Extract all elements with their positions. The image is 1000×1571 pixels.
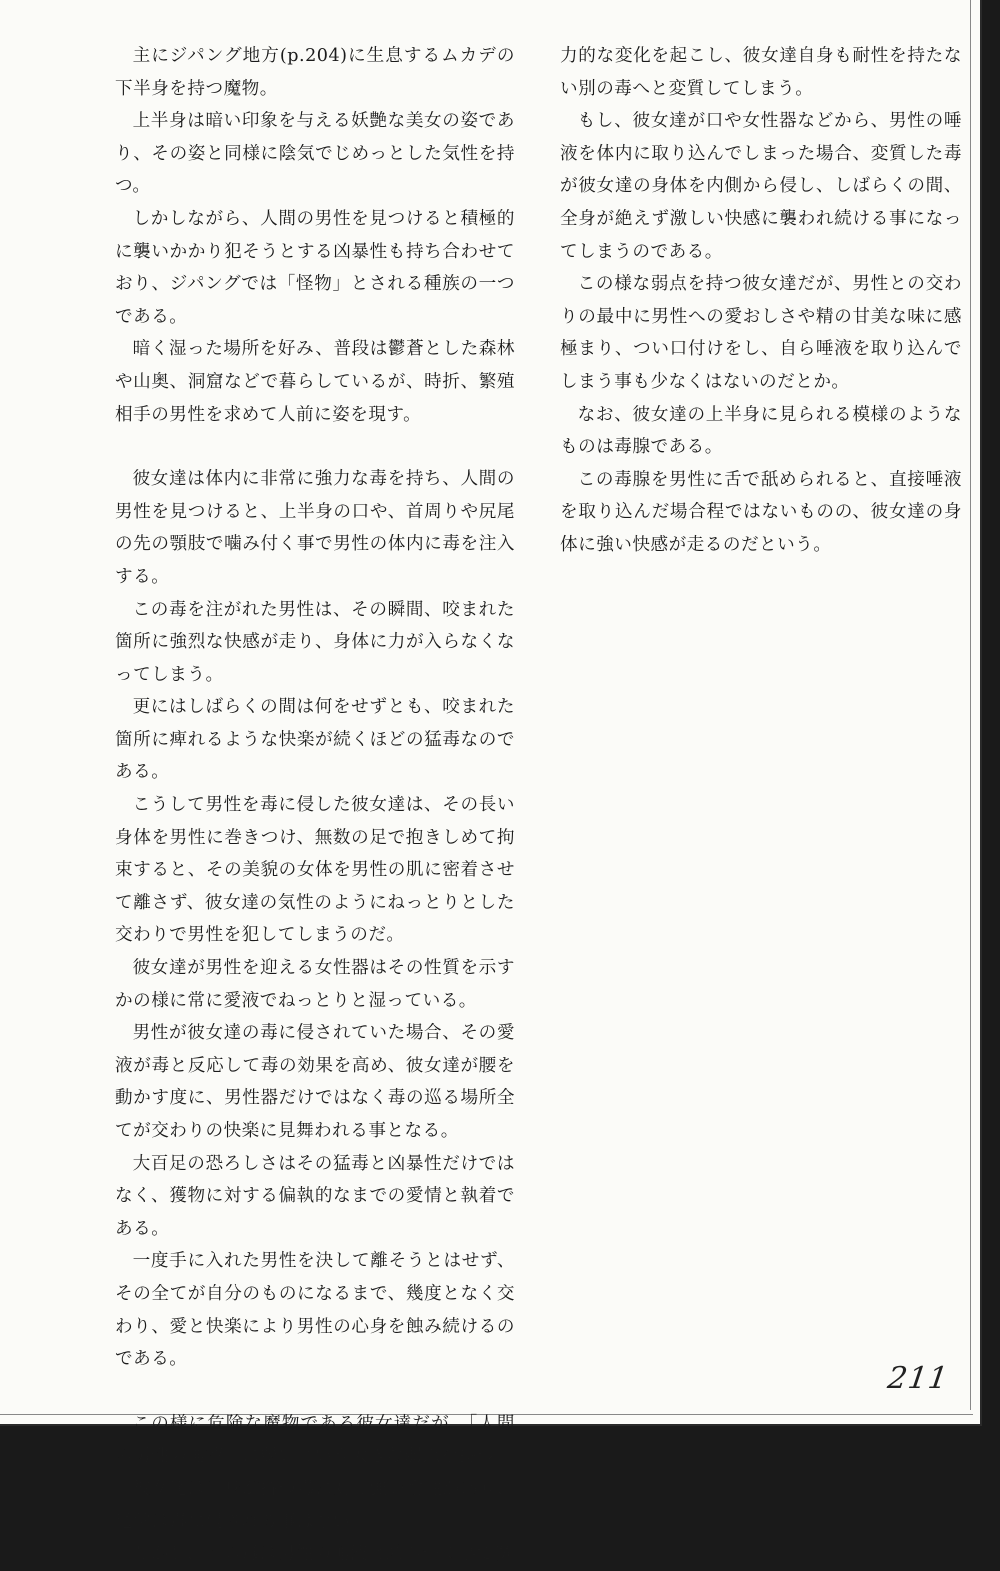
left-column (115, 40, 515, 1571)
right-column (560, 40, 962, 562)
paragraph: 彼女達は自身が持つ毒に対し強い耐性があり、通常は毒に侵される事はない。 (115, 1478, 515, 1532)
paragraph: 彼女達が男性を迎える女性器はその性質を示すかの様に常に愛液でねっとりと湿っている。 (115, 958, 515, 1011)
paragraph: 彼女達は体内に非常に強力な毒を持ち、人間の男性を見つけると、上半身の口や、首周りや尻尾の先の顎肢で噛み付く事で男性の体内に毒を注入する。 (115, 469, 515, 587)
frame-line-right (970, 0, 971, 1410)
paragraph: 上半身は暗い印象を与える妖艶な美女の姿であり、その姿と同様に陰気でじめっとした気性を持つ。 (115, 111, 515, 197)
paragraph: 暗く湿った場所を好み、普段は鬱蒼とした森林や山奥、洞窟などで暮らしているが、時折、繁殖相手の男性を求めて人前に姿を現す。 (115, 339, 515, 425)
page-number: 211 (885, 1361, 951, 1396)
paragraph: この様に危険な魔物である彼女達だが、「人間の男性の唾液」に弱いという大きな弱点を持つ。 (115, 1413, 515, 1467)
paragraph: 一度手に入れた男性を決して離そうとはせず、その全てが自分のものになるまで、幾度となく交わり、愛と快楽により男性の心身を蝕み続けるのである。 (115, 1251, 515, 1370)
paragraph: この毒腺を男性に舌で舐められると、直接唾液を取り込んだ場合程ではないものの、彼女達の身体に強い快感が走るのだという。 (560, 469, 962, 555)
paragraph: 男性が彼女達の毒に侵されていた場合、その愛液が毒と反応して毒の効果を高め、彼女達が腰を動かす度に、男性器だけではなく毒の巡る場所全てが交わりの快楽に見舞われる事となる。 (115, 1023, 515, 1141)
paragraph: この毒を注がれた男性は、その瞬間、咬まれた箇所に強烈な快感が走り、身体に力が入らなくなってしまう。 (115, 599, 515, 685)
paragraph: こうして男性を毒に侵した彼女達は、その長い身体を男性に巻きつけ、無数の足で抱きしめて拘束すると、その美貌の女体を男性の肌に密着させて離さず、彼女達の気性のようにねっとりとした交わりで男性を犯してしまうのだ。 (115, 795, 515, 946)
paragraph: しかし、この毒は男性の唾液と結びつく事で魔 (132, 1544, 513, 1565)
section-gap (115, 1376, 515, 1408)
paragraph: この様な弱点を持つ彼女達だが、男性との交わりの最中に男性への愛おしさや精の甘美な味に感極まり、つい口付けをし、自ら唾液を取り込んでしまう事も少なくはないのだとか。 (560, 274, 962, 392)
paragraph: 主にジパング地方(p.204)に生息するムカデの下半身を持つ魔物。 (115, 46, 515, 99)
paragraph: なお、彼女達の上半身に見られる模様のようなものは毒腺である。 (560, 404, 962, 458)
paragraph: 更にはしばらくの間は何をせずとも、咬まれた箇所に痺れるような快楽が続くほどの猛毒なのである。 (115, 697, 515, 783)
paragraph: しかしながら、人間の男性を見つけると積極的に襲いかかり犯そうとする凶暴性も持ち合わせており、ジパングでは「怪物」とされる種族の一つである。 (115, 208, 515, 327)
paragraph: 大百足の恐ろしさはその猛毒と凶暴性だけではなく、獲物に対する偏執的なまでの愛情と執着である。 (115, 1153, 515, 1239)
paragraph: もし、彼女達が口や女性器などから、男性の唾液を体内に取り込んでしまった場合、変質した毒が彼女達の身体を内側から侵し、しばらくの間、全身が絶えず激しい快感に襲われ続ける事になってしまうのである。 (560, 111, 962, 262)
paragraph-continued: 力的な変化を起こし、彼女達自身も耐性を持たない別の毒へと変質してしまう。 (560, 46, 962, 99)
section-gap (115, 431, 515, 463)
